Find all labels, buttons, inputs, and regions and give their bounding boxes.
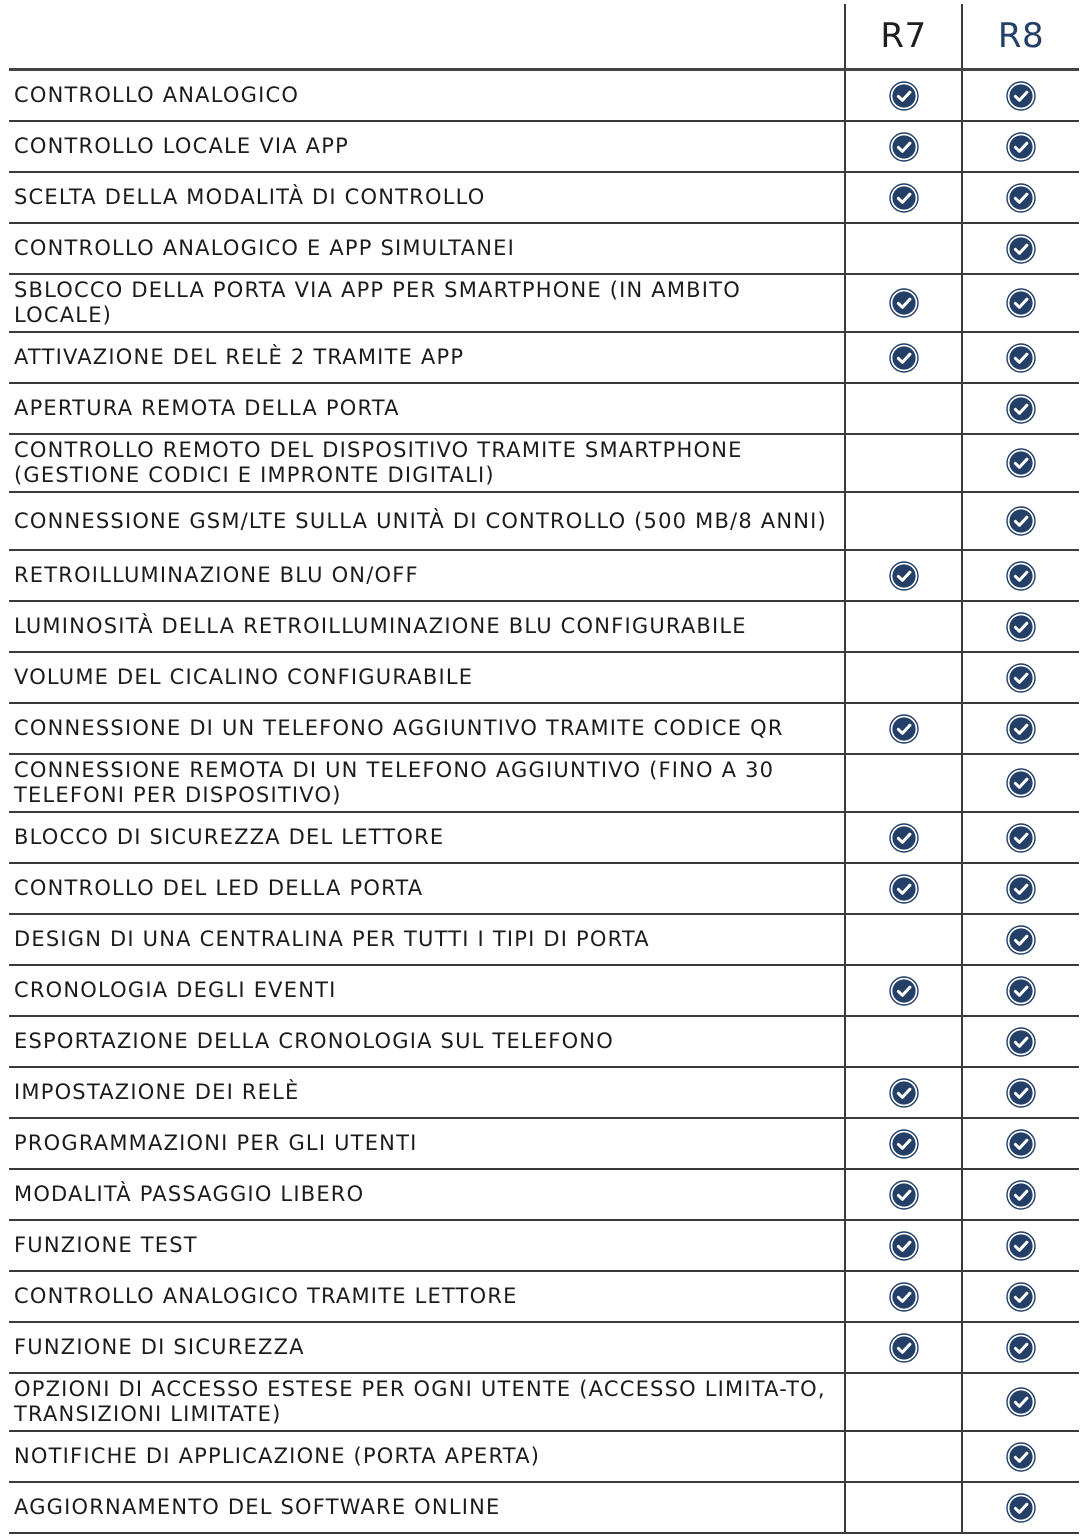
table-row <box>9 754 1079 812</box>
r7-availability-cell <box>845 1118 962 1169</box>
check-circle-icon <box>1006 1493 1036 1523</box>
table-row <box>9 914 1079 965</box>
table-row <box>9 1482 1079 1533</box>
feature-label: ESPORTAZIONE DELLA CRONOLOGIA SUL TELEFONO <box>9 1016 845 1067</box>
r8-availability-cell <box>962 863 1079 914</box>
check-circle-icon <box>889 1180 919 1210</box>
check-circle-icon <box>1006 343 1036 373</box>
table-row <box>9 703 1079 754</box>
r8-availability-cell <box>962 332 1079 383</box>
r8-availability-cell <box>962 914 1079 965</box>
r7-availability-cell <box>845 1220 962 1271</box>
feature-label: CONNESSIONE REMOTA DI UN TELEFONO AGGIUNTIVO (FINO A 30 TELEFONI PER DISPOSITIVO) <box>9 754 845 812</box>
r8-availability-cell <box>962 812 1079 863</box>
feature-label: APERTURA REMOTA DELLA PORTA <box>9 383 845 434</box>
r7-availability-cell <box>845 274 962 332</box>
check-circle-icon <box>1006 1333 1036 1363</box>
table-row <box>9 383 1079 434</box>
r8-availability-cell <box>962 492 1079 550</box>
check-circle-icon <box>1006 1282 1036 1312</box>
feature-label: CONTROLLO ANALOGICO TRAMITE LETTORE <box>9 1271 845 1322</box>
check-circle-icon <box>1006 1442 1036 1472</box>
r8-availability-cell <box>962 121 1079 172</box>
feature-label: PROGRAMMAZIONI PER GLI UTENTI <box>9 1118 845 1169</box>
r8-availability-cell <box>962 1322 1079 1373</box>
check-circle-icon <box>1006 506 1036 536</box>
r7-availability-cell <box>845 383 962 434</box>
r7-availability-cell <box>845 812 962 863</box>
table-row <box>9 1067 1079 1118</box>
r7-availability-cell <box>845 703 962 754</box>
table-row <box>9 1016 1079 1067</box>
table-row <box>9 223 1079 274</box>
check-circle-icon <box>1006 183 1036 213</box>
check-circle-icon <box>889 132 919 162</box>
table-row <box>9 492 1079 550</box>
table-row <box>9 550 1079 601</box>
table-row <box>9 965 1079 1016</box>
check-circle-icon <box>1006 663 1036 693</box>
r8-availability-cell <box>962 754 1079 812</box>
check-circle-icon <box>1006 714 1036 744</box>
table-row <box>9 274 1079 332</box>
check-circle-icon <box>1006 561 1036 591</box>
r8-availability-cell <box>962 652 1079 703</box>
check-circle-icon <box>1006 394 1036 424</box>
table-row <box>9 1118 1079 1169</box>
feature-label: ATTIVAZIONE DEL RELÈ 2 TRAMITE APP <box>9 332 845 383</box>
check-circle-icon <box>1006 1180 1036 1210</box>
table-row <box>9 652 1079 703</box>
table-row <box>9 863 1079 914</box>
r7-availability-cell <box>845 223 962 274</box>
table-header-row <box>9 4 1079 70</box>
r8-availability-cell <box>962 223 1079 274</box>
check-circle-icon <box>1006 132 1036 162</box>
feature-label: CONTROLLO LOCALE VIA APP <box>9 121 845 172</box>
r8-availability-cell <box>962 434 1079 492</box>
r7-availability-cell <box>845 1373 962 1431</box>
table-row <box>9 1169 1079 1220</box>
feature-label: IMPOSTAZIONE DEI RELÈ <box>9 1067 845 1118</box>
check-circle-icon <box>1006 1387 1036 1417</box>
check-circle-icon <box>1006 234 1036 264</box>
check-circle-icon <box>889 1282 919 1312</box>
r7-availability-cell <box>845 652 962 703</box>
r8-availability-cell <box>962 383 1079 434</box>
feature-label: NOTIFICHE DI APPLICAZIONE (PORTA APERTA) <box>9 1431 845 1482</box>
table-row <box>9 332 1079 383</box>
r8-availability-cell <box>962 965 1079 1016</box>
check-circle-icon <box>889 343 919 373</box>
feature-label: CRONOLOGIA DEGLI EVENTI <box>9 965 845 1016</box>
r7-availability-cell <box>845 434 962 492</box>
check-circle-icon <box>1006 976 1036 1006</box>
feature-label: SBLOCCO DELLA PORTA VIA APP PER SMARTPHONE (IN AMBITO LOCALE) <box>9 274 845 332</box>
r8-availability-cell <box>962 1067 1079 1118</box>
r7-availability-cell <box>845 332 962 383</box>
feature-label: CONNESSIONE GSM/LTE SULLA UNITÀ DI CONTROLLO (500 MB/8 ANNI) <box>9 492 845 550</box>
feature-label: CONTROLLO DEL LED DELLA PORTA <box>9 863 845 914</box>
table-row <box>9 121 1079 172</box>
feature-label: BLOCCO DI SICUREZZA DEL LETTORE <box>9 812 845 863</box>
check-circle-icon <box>1006 874 1036 904</box>
r7-availability-cell <box>845 1322 962 1373</box>
r8-availability-cell <box>962 274 1079 332</box>
check-circle-icon <box>1006 768 1036 798</box>
r7-column-header: R7 <box>845 4 962 70</box>
r8-availability-cell <box>962 70 1079 122</box>
r8-availability-cell <box>962 703 1079 754</box>
check-circle-icon <box>889 288 919 318</box>
r7-availability-cell <box>845 172 962 223</box>
check-circle-icon <box>889 1333 919 1363</box>
check-circle-icon <box>1006 1231 1036 1261</box>
r7-availability-cell <box>845 1016 962 1067</box>
r8-availability-cell <box>962 1482 1079 1533</box>
table-row <box>9 434 1079 492</box>
r7-availability-cell <box>845 550 962 601</box>
feature-label: RETROILLUMINAZIONE BLU ON/OFF <box>9 550 845 601</box>
check-circle-icon <box>889 561 919 591</box>
feature-label: DESIGN DI UNA CENTRALINA PER TUTTI I TIPI DI PORTA <box>9 914 845 965</box>
check-circle-icon <box>1006 448 1036 478</box>
table-row <box>9 1431 1079 1482</box>
table-row <box>9 172 1079 223</box>
r8-availability-cell <box>962 1220 1079 1271</box>
r7-availability-cell <box>845 754 962 812</box>
feature-label: CONNESSIONE DI UN TELEFONO AGGIUNTIVO TRAMITE CODICE QR <box>9 703 845 754</box>
feature-comparison-table <box>9 4 1079 1534</box>
check-circle-icon <box>1006 1129 1036 1159</box>
r8-availability-cell <box>962 1118 1079 1169</box>
table-row <box>9 1220 1079 1271</box>
check-circle-icon <box>1006 288 1036 318</box>
table-row <box>9 70 1079 122</box>
feature-label: CONTROLLO REMOTO DEL DISPOSITIVO TRAMITE SMARTPHONE (GESTIONE CODICI E IMPRONTE DIGITALI) <box>9 434 845 492</box>
check-circle-icon <box>889 1231 919 1261</box>
feature-label: LUMINOSITÀ DELLA RETROILLUMINAZIONE BLU CONFIGURABILE <box>9 601 845 652</box>
table-row <box>9 601 1079 652</box>
check-circle-icon <box>1006 823 1036 853</box>
r8-column-header: R8 <box>962 4 1079 70</box>
r7-availability-cell <box>845 70 962 122</box>
check-circle-icon <box>1006 925 1036 955</box>
r7-availability-cell <box>845 914 962 965</box>
table-row <box>9 1322 1079 1373</box>
feature-label: SCELTA DELLA MODALITÀ DI CONTROLLO <box>9 172 845 223</box>
r7-availability-cell <box>845 492 962 550</box>
check-circle-icon <box>889 874 919 904</box>
feature-label: CONTROLLO ANALOGICO E APP SIMULTANEI <box>9 223 845 274</box>
r8-availability-cell <box>962 1431 1079 1482</box>
feature-label: VOLUME DEL CICALINO CONFIGURABILE <box>9 652 845 703</box>
check-circle-icon <box>1006 81 1036 111</box>
r7-availability-cell <box>845 1067 962 1118</box>
r8-availability-cell <box>962 1169 1079 1220</box>
r8-availability-cell <box>962 1373 1079 1431</box>
r8-availability-cell <box>962 1016 1079 1067</box>
feature-label: FUNZIONE TEST <box>9 1220 845 1271</box>
r7-availability-cell <box>845 1271 962 1322</box>
check-circle-icon <box>1006 612 1036 642</box>
table-row <box>9 812 1079 863</box>
r8-availability-cell <box>962 172 1079 223</box>
r8-availability-cell <box>962 1271 1079 1322</box>
r7-availability-cell <box>845 965 962 1016</box>
feature-column-header <box>9 4 845 70</box>
feature-label: AGGIORNAMENTO DEL SOFTWARE ONLINE <box>9 1482 845 1533</box>
check-circle-icon <box>889 714 919 744</box>
check-circle-icon <box>889 823 919 853</box>
table-row <box>9 1271 1079 1322</box>
r7-availability-cell <box>845 601 962 652</box>
r7-availability-cell <box>845 121 962 172</box>
check-circle-icon <box>1006 1078 1036 1108</box>
r7-availability-cell <box>845 863 962 914</box>
feature-label: OPZIONI DI ACCESSO ESTESE PER OGNI UTENTE (ACCESSO LIMITA-TO, TRANSIZIONI LIMITATE) <box>9 1373 845 1431</box>
check-circle-icon <box>889 81 919 111</box>
check-circle-icon <box>889 183 919 213</box>
r7-availability-cell <box>845 1431 962 1482</box>
check-circle-icon <box>889 976 919 1006</box>
check-circle-icon <box>889 1078 919 1108</box>
r8-availability-cell <box>962 550 1079 601</box>
r8-availability-cell <box>962 601 1079 652</box>
table-row <box>9 1373 1079 1431</box>
feature-label: FUNZIONE DI SICUREZZA <box>9 1322 845 1373</box>
feature-label: MODALITÀ PASSAGGIO LIBERO <box>9 1169 845 1220</box>
feature-rows <box>9 70 1079 1534</box>
check-circle-icon <box>889 1129 919 1159</box>
feature-label: CONTROLLO ANALOGICO <box>9 70 845 122</box>
r7-availability-cell <box>845 1169 962 1220</box>
check-circle-icon <box>1006 1027 1036 1057</box>
r7-availability-cell <box>845 1482 962 1533</box>
